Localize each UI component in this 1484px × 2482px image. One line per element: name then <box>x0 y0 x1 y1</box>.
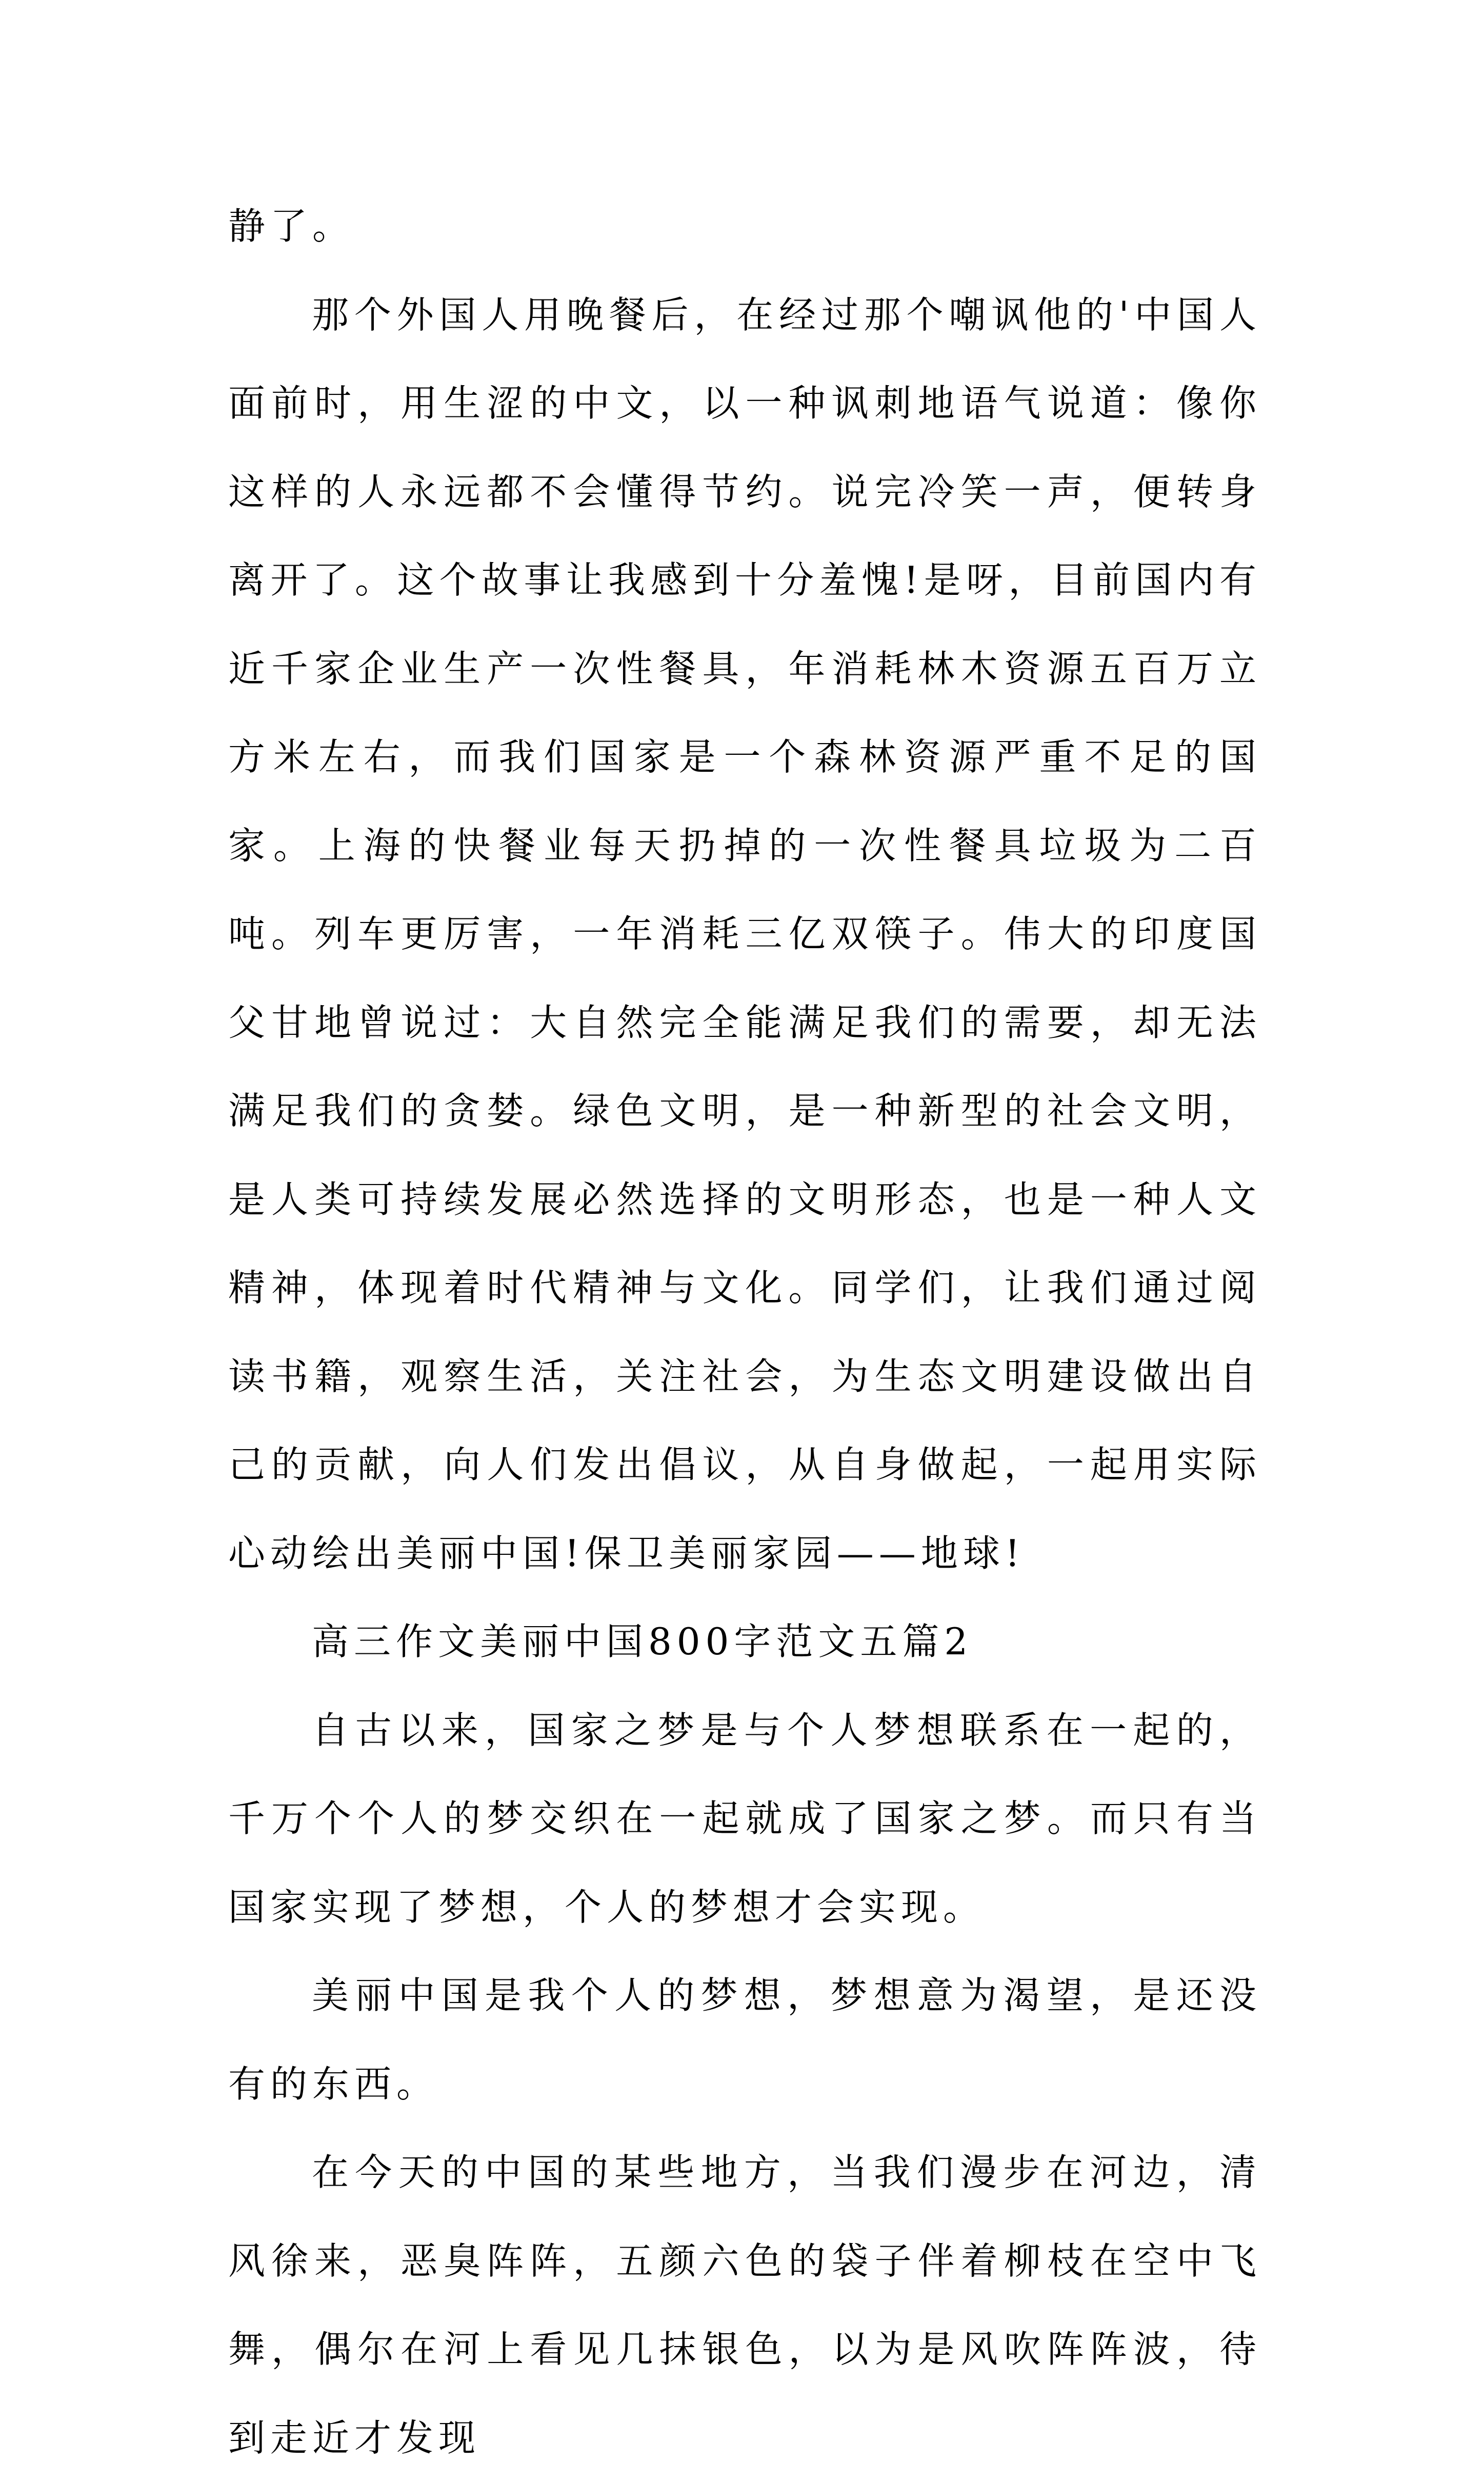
essay-heading: 高三作文美丽中国800字范文五篇2 <box>312 1620 973 1663</box>
paragraph-personal-dream: 美丽中国是我个人的梦想，梦想意为渴望，是还没有的东西。 <box>228 1974 1261 2106</box>
paragraph-river-scene: 在今天的中国的某些地方，当我们漫步在河边，清风徐来，恶臭阵阵，五颜六色的袋子伴着柳枝在空中飞舞，偶尔在河上看见几抹银色，以为是风吹阵阵波，待到走近才发现 <box>228 2151 1261 2459</box>
paragraph-foreigner-story: 那个外国人用晚餐后，在经过那个嘲讽他的'中国人面前时，用生涩的中文，以一种讽刺地语气说道：像你这样的人永远都不会懂得节约。说完冷笑一声，便转身离开了。这个故事让我感到十分羞愧!是呀，目前国内有近千家企业生产一次性餐具，年消耗林木资源五百万立方米左右，而我们国家是一个森林资源严重不足的国家。上海的快餐业每天扔掉的一次性餐具垃圾为二百吨。列车更厉害，一年消耗三亿双筷子。伟大的印度国父甘地曾说过：大自然完全能满足我们的需要，却无法满足我们的贪婪。绿色文明，是一种新型的社会文明，是人类可持续发展必然选择的文明形态，也是一种人文精神，体现着时代精神与文化。同学们，让我们通过阅读书籍，观察生活，关注社会，为生态文明建设做出自己的贡献，向人们发出倡议，从自身做起，一起用实际心动绘出美丽中国!保卫美丽家园——地球! <box>228 293 1261 1575</box>
document-body <box>228 182 1261 2482</box>
paragraph-national-dream: 自古以来，国家之梦是与个人梦想联系在一起的，千万个个人的梦交织在一起就成了国家之梦。而只有当国家实现了梦想，个人的梦想才会实现。 <box>228 1708 1261 1929</box>
paragraph-continuation: 静了。 <box>228 205 355 248</box>
